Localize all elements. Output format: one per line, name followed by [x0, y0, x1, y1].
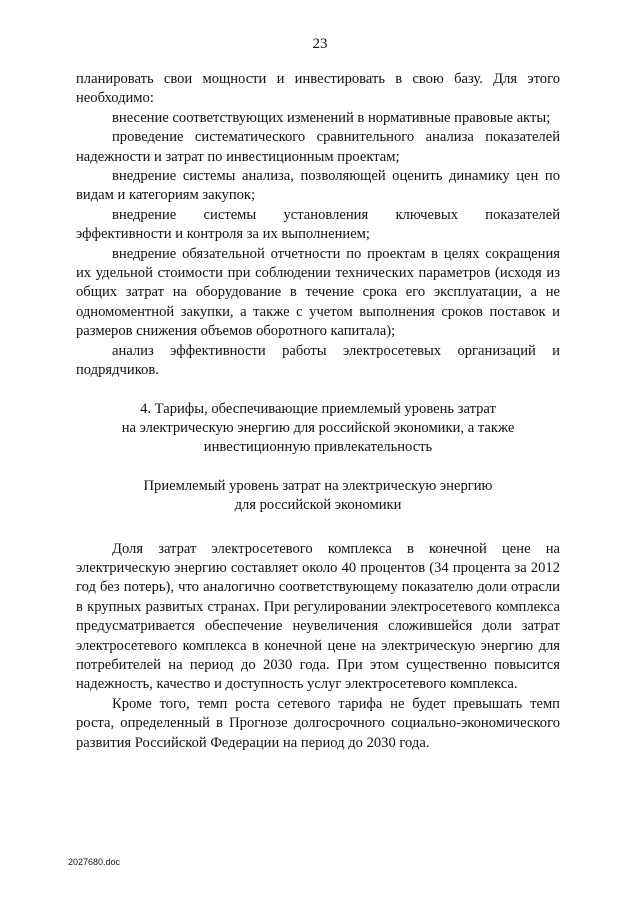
subheading	[76, 477, 560, 516]
page-number: 23	[312, 36, 328, 52]
intro-paragraph: планировать свои мощности и инвестировать в свою базу. Для этого необходимо:	[76, 71, 560, 107]
list-item: внедрение обязательной отчетности по проектам в целях сокращения их удельной стоимости при соблюдении технических параметров (исходя из общих затрат на оборудование в течение срока его эксплуатации, а не одномоментной закупки, а также с учетом выполнения сроков поставок и размеров снижения объемов оборотного капитала);	[76, 245, 560, 340]
subheading-line: для российской экономики	[234, 497, 402, 514]
list-item: внедрение системы анализа, позволяющей оценить динамику цен по видам и категориям закупок;	[76, 168, 560, 204]
body-paragraph: Доля затрат электросетевого комплекса в конечной цене на электрическую энергию составляет около 40 процентов (34 процента за 2012 год без потерь), что аналогично соответствующему показателю доли отрасли в крупных развитых странах. При регулировании электросетевого комплекса предусматривается обеспечение неувеличения сложившейся доли затрат электросетевого комплекса в конечной цене на электрическую энергию для потребителей на период до 2030 года. При этом существенно повысится надежность, качество и доступность услуг электросетевого комплекса.	[76, 540, 560, 693]
list-item: внесение соответствующих изменений в нормативные правовые акты;	[112, 109, 551, 126]
list-item: внедрение системы установления ключевых показателей эффективности и контроля за их выполнением;	[76, 206, 560, 243]
section-heading-line: 4. Тарифы, обеспечивающие приемлемый уровень затрат	[140, 400, 496, 417]
document-body	[76, 70, 560, 753]
list-item: анализ эффективности работы электросетевых организаций и подрядчиков.	[76, 342, 560, 379]
body-paragraph: Кроме того, темп роста сетевого тарифа не будет превышать темп роста, определенный в Прогнозе долгосрочного социально-экономического развития Российской Федерации на период до 2030 года.	[76, 695, 560, 751]
subheading-line: Приемлемый уровень затрат на электрическую энергию	[143, 477, 493, 494]
section-heading-line: инвестиционную привлекательность	[203, 439, 433, 456]
document-filename: 2027680.doc	[68, 857, 121, 867]
section-heading	[76, 400, 560, 458]
list-item: проведение систематического сравнительного анализа показателей надежности и затрат по инвестиционным проектам;	[76, 129, 560, 165]
section-heading-line: на электрическую энергию для российской экономики, а также	[121, 419, 515, 436]
